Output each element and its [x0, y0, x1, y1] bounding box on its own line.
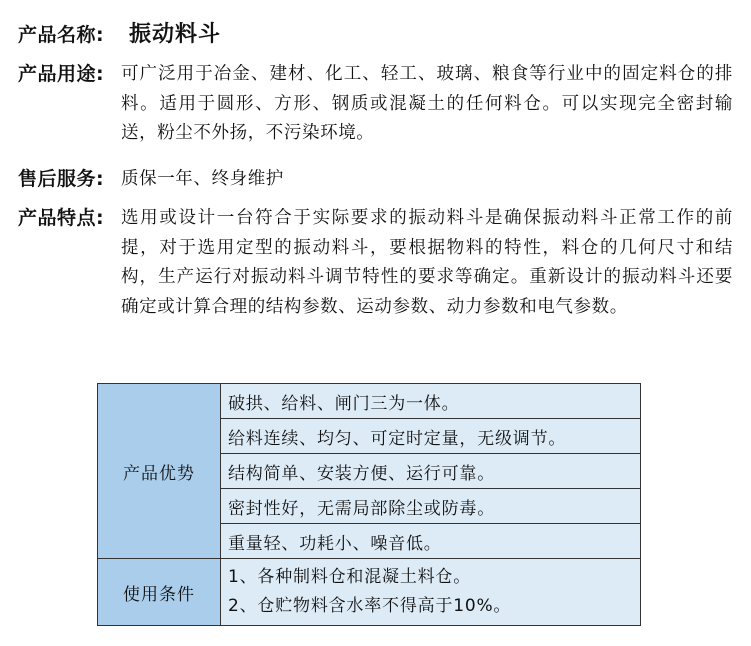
conditions-cell — [221, 559, 641, 626]
advantages-header: 产品优势 — [98, 384, 221, 559]
condition-item: 2、仓贮物料含水率不得高于10%。 — [228, 596, 512, 616]
product-name-value: 振动料斗 — [129, 22, 222, 47]
after-sales-text: 质保一年、终身维护 — [121, 169, 284, 189]
after-sales-label: 售后服务: — [18, 168, 105, 190]
product-usage-row — [18, 60, 733, 155]
condition-item: 1、各种制料仓和混凝土料仓。 — [228, 567, 472, 587]
advantage-item: 给料连续、均匀、可定时定量，无级调节。 — [221, 419, 641, 454]
product-features-text: 选用或设计一台符合于实际要求的振动料斗是确保振动料斗正常工作的前提，对于选用定型的振动料斗，要根据物料的特性，料仓的几何尺寸和结构，生产运行对振动料斗调节特性的要求等确定。重新设计的振动料斗还要确定或计算合理的结构参数、运动参数、动力参数和电气参数。 — [121, 208, 733, 317]
product-name-row — [18, 20, 733, 54]
advantage-item: 重量轻、功耗小、噪音低。 — [221, 524, 641, 559]
table-row — [98, 384, 641, 419]
product-name-label: 产品名称: — [18, 24, 105, 46]
product-features-label: 产品特点: — [18, 207, 105, 229]
advantage-item: 结构简单、安装方便、运行可靠。 — [221, 454, 641, 489]
product-usage-label: 产品用途: — [18, 63, 105, 85]
product-features-row — [18, 204, 733, 354]
conditions-header: 使用条件 — [98, 559, 221, 626]
advantage-item: 破拱、给料、闸门三为一体。 — [221, 384, 641, 419]
advantage-item: 密封性好，无需局部除尘或防毒。 — [221, 489, 641, 524]
spec-table — [97, 383, 641, 626]
after-sales-row — [18, 165, 733, 197]
table-row — [98, 559, 641, 626]
product-usage-text: 可广泛用于冶金、建材、化工、轻工、玻璃、粮食等行业中的固定料仓的排料。适用于圆形、方形、钢质或混凝土的任何料仓。可以实现完全密封输送，粉尘不外扬，不污染环境。 — [121, 64, 733, 143]
